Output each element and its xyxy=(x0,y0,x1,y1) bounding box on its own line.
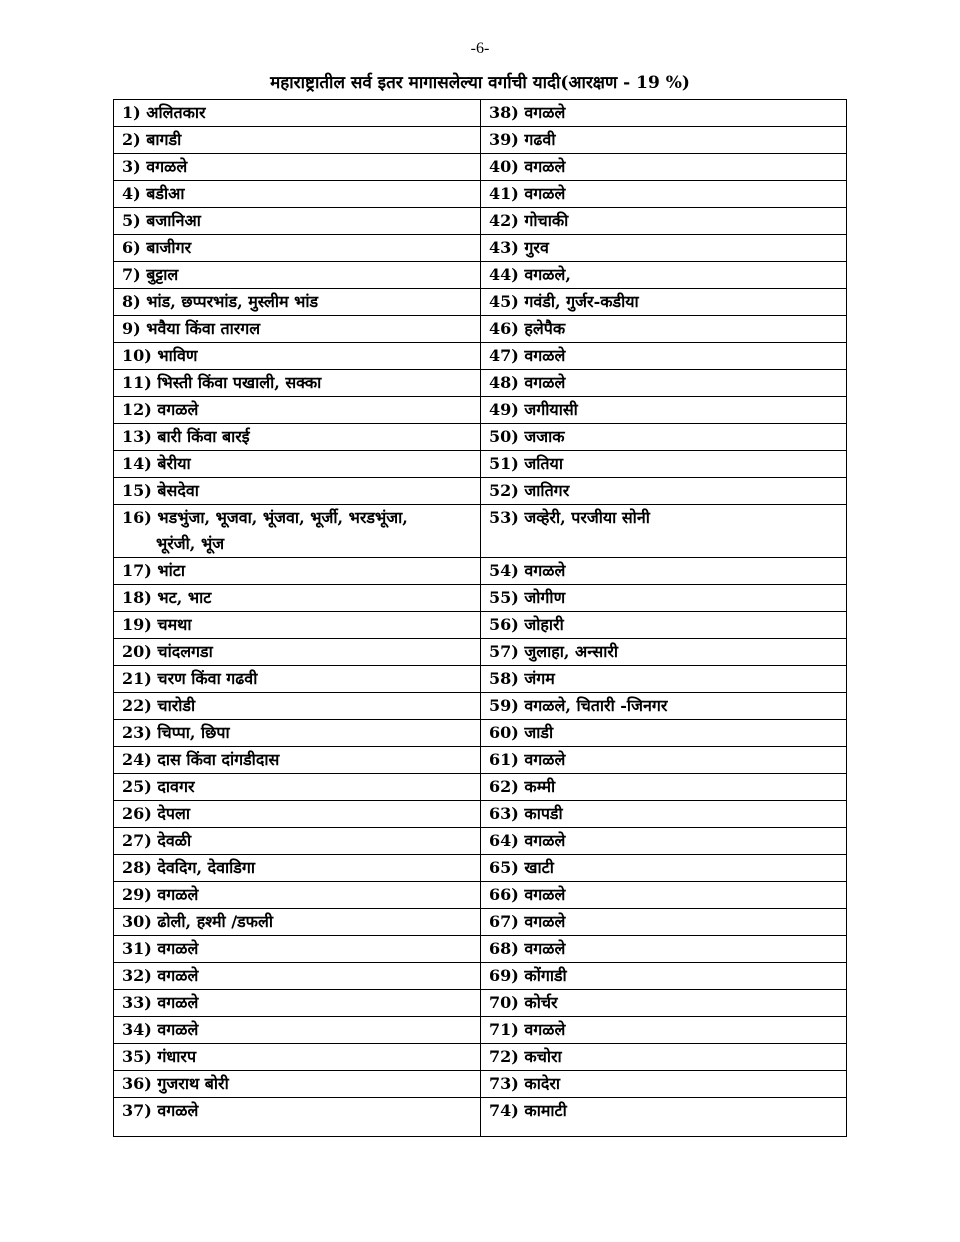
list-item-right xyxy=(481,370,847,397)
list-item-left xyxy=(114,424,481,451)
list-item-right xyxy=(481,181,847,208)
table-row xyxy=(114,990,847,1017)
list-item-text: 6) बाजीगर xyxy=(122,238,192,257)
list-item-right xyxy=(481,451,847,478)
list-item-text: 74) कामाटी xyxy=(489,1101,567,1120)
list-item-right xyxy=(481,235,847,262)
table-row xyxy=(114,397,847,424)
list-item-text: 1) अलितकार xyxy=(122,103,206,122)
list-item-text: 38) वगळले xyxy=(489,103,566,122)
list-item-text: 64) वगळले xyxy=(489,831,566,850)
table-row xyxy=(114,693,847,720)
list-item-text: 42) गोचाकी xyxy=(489,211,569,230)
table-row xyxy=(114,855,847,882)
table-row xyxy=(114,370,847,397)
list-item-text: 13) बारी किंवा बारई xyxy=(122,427,250,446)
table-row xyxy=(114,1098,847,1137)
list-item-text: 21) चरण किंवा गढवी xyxy=(122,669,258,688)
list-item-text: 61) वगळले xyxy=(489,750,566,769)
list-item-right xyxy=(481,990,847,1017)
list-item-text: 23) चिप्पा, छिपा xyxy=(122,723,230,742)
list-item-text: 19) चमथा xyxy=(122,615,192,634)
list-item-right xyxy=(481,424,847,451)
list-item-text: 67) वगळले xyxy=(489,912,566,931)
list-item-right xyxy=(481,774,847,801)
list-item-left xyxy=(114,343,481,370)
list-item-right xyxy=(481,154,847,181)
table-row xyxy=(114,828,847,855)
list-item-left xyxy=(114,666,481,693)
list-item-right xyxy=(481,100,847,127)
table-row xyxy=(114,774,847,801)
list-item-right xyxy=(481,1017,847,1044)
list-item-left xyxy=(114,262,481,289)
list-item-text: 20) चांदलगडा xyxy=(122,642,213,661)
list-item-text: 58) जंगम xyxy=(489,669,555,688)
list-item-text: 71) वगळले xyxy=(489,1020,566,1039)
table-row xyxy=(114,451,847,478)
list-item-right xyxy=(481,127,847,154)
list-item-right xyxy=(481,936,847,963)
list-item-text: 51) जतिया xyxy=(489,454,563,473)
list-item-right xyxy=(481,397,847,424)
table-row xyxy=(114,208,847,235)
table-row xyxy=(114,1017,847,1044)
list-item-left xyxy=(114,235,481,262)
table-row xyxy=(114,127,847,154)
list-item-text: 24) दास किंवा दांगडीदास xyxy=(122,750,280,769)
list-item-right xyxy=(481,747,847,774)
list-item-text: 15) बेसदेवा xyxy=(122,481,199,500)
list-item-text: 72) कचोरा xyxy=(489,1047,562,1066)
list-item-left xyxy=(114,100,481,127)
list-item-continuation: भूरंजी, भूंज xyxy=(156,534,225,553)
table-row xyxy=(114,424,847,451)
list-item-text: 69) कोंगाडी xyxy=(489,966,567,985)
list-item-left xyxy=(114,747,481,774)
list-item-text: 54) वगळले xyxy=(489,561,566,580)
table-row xyxy=(114,316,847,343)
list-item-right xyxy=(481,1071,847,1098)
list-item-left xyxy=(114,127,481,154)
list-item-right xyxy=(481,558,847,585)
list-item-right xyxy=(481,801,847,828)
list-item-right xyxy=(481,693,847,720)
list-item-text: 63) कापडी xyxy=(489,804,563,823)
list-item-left xyxy=(114,774,481,801)
list-item-text: 7) बुट्टाल xyxy=(122,265,179,284)
list-item-left xyxy=(114,505,481,558)
list-item-right xyxy=(481,262,847,289)
list-item-left xyxy=(114,289,481,316)
list-item-text: 3) वगळले xyxy=(122,157,188,176)
list-item-left xyxy=(114,612,481,639)
table-row xyxy=(114,289,847,316)
list-item-text: 26) देपला xyxy=(122,804,190,823)
list-item-left xyxy=(114,370,481,397)
list-item-text: 40) वगळले xyxy=(489,157,566,176)
list-item-text: 29) वगळले xyxy=(122,885,199,904)
list-item-text: 30) ढोली, हश्मी /डफली xyxy=(122,912,274,931)
list-item-text: 11) भिस्ती किंवा पखाली, सक्का xyxy=(122,373,322,392)
list-item-left xyxy=(114,451,481,478)
list-item-right xyxy=(481,208,847,235)
list-item-left xyxy=(114,801,481,828)
list-item-left xyxy=(114,828,481,855)
list-item-text: 9) भवैया किंवा तारगल xyxy=(122,319,261,338)
table-row xyxy=(114,505,847,558)
list-item-text: 35) गंधारप xyxy=(122,1047,197,1066)
list-item-text: 34) वगळले xyxy=(122,1020,199,1039)
list-item-text: 66) वगळले xyxy=(489,885,566,904)
list-item-right xyxy=(481,505,847,558)
list-item-text: 59) वगळले, चितारी -जिनगर xyxy=(489,696,668,715)
table-row xyxy=(114,612,847,639)
table-row xyxy=(114,882,847,909)
list-item-left xyxy=(114,855,481,882)
list-item-left xyxy=(114,909,481,936)
list-item-right xyxy=(481,612,847,639)
list-item-text: 18) भट, भाट xyxy=(122,588,212,607)
list-item-text: 2) बागडी xyxy=(122,130,182,149)
caste-list-body xyxy=(114,100,847,1137)
document-title: महाराष्ट्रातील सर्व इतर मागासलेल्या वर्गाची यादी(आरक्षण - 19 %) xyxy=(270,73,690,93)
list-item-text: 17) भांटा xyxy=(122,561,186,580)
list-item-left xyxy=(114,316,481,343)
list-item-text: 62) कम्मी xyxy=(489,777,556,796)
list-item-text: 14) बेरीया xyxy=(122,454,191,473)
table-row xyxy=(114,1044,847,1071)
list-item-left xyxy=(114,478,481,505)
list-item-left xyxy=(114,990,481,1017)
list-item-text: 70) कोर्चर xyxy=(489,993,558,1012)
list-item-right xyxy=(481,882,847,909)
table-row xyxy=(114,343,847,370)
page-number: -6- xyxy=(470,40,490,57)
list-item-left xyxy=(114,1017,481,1044)
list-item-right xyxy=(481,855,847,882)
table-row xyxy=(114,801,847,828)
list-item-left xyxy=(114,936,481,963)
list-item-right xyxy=(481,478,847,505)
list-item-right xyxy=(481,289,847,316)
list-item-text: 25) दावगर xyxy=(122,777,195,796)
list-item-text: 12) वगळले xyxy=(122,400,199,419)
list-item-text: 22) चारोडी xyxy=(122,696,196,715)
table-row xyxy=(114,639,847,666)
list-item-text: 68) वगळले xyxy=(489,939,566,958)
list-item-text: 33) वगळले xyxy=(122,993,199,1012)
list-item-text: 16) भडभुंजा, भूजवा, भूंजवा, भूर्जी, भरडभूंजा, xyxy=(122,508,408,527)
list-item-right xyxy=(481,1098,847,1137)
table-row xyxy=(114,936,847,963)
list-item-text: 46) हलेपैक xyxy=(489,319,566,338)
list-item-text: 55) जोगीण xyxy=(489,588,566,607)
list-item-left xyxy=(114,1098,481,1137)
list-item-text: 37) वगळले xyxy=(122,1101,199,1120)
list-item-text: 41) वगळले xyxy=(489,184,566,203)
list-item-text: 10) भाविण xyxy=(122,346,198,365)
list-item-left xyxy=(114,585,481,612)
list-item-text: 53) जव्हेरी, परजीया सोनी xyxy=(489,508,650,527)
list-item-text: 27) देवळी xyxy=(122,831,192,850)
list-item-text: 5) बजानिआ xyxy=(122,211,201,230)
caste-list-table xyxy=(113,99,847,1137)
list-item-text: 50) जजाक xyxy=(489,427,565,446)
list-item-text: 8) भांड, छप्परभांड, मुस्लीम भांड xyxy=(122,292,319,311)
list-item-left xyxy=(114,720,481,747)
list-item-text: 39) गढवी xyxy=(489,130,556,149)
list-item-text: 57) जुलाहा, अन्सारी xyxy=(489,642,619,661)
list-item-left xyxy=(114,1071,481,1098)
list-item-text: 4) बडीआ xyxy=(122,184,185,203)
table-row xyxy=(114,585,847,612)
list-item-right xyxy=(481,585,847,612)
list-item-text: 60) जाडी xyxy=(489,723,554,742)
list-item-text: 36) गुजराथ बोरी xyxy=(122,1074,229,1093)
list-item-text: 49) जगीयासी xyxy=(489,400,578,419)
list-item-left xyxy=(114,693,481,720)
table-row xyxy=(114,963,847,990)
list-item-left xyxy=(114,963,481,990)
list-item-right xyxy=(481,666,847,693)
table-row xyxy=(114,720,847,747)
list-item-text: 28) देवदिग, देवाडिगा xyxy=(122,858,255,877)
list-item-left xyxy=(114,639,481,666)
list-item-right xyxy=(481,828,847,855)
table-row xyxy=(114,235,847,262)
table-row xyxy=(114,747,847,774)
list-item-text: 73) कादेरा xyxy=(489,1074,561,1093)
list-item-left xyxy=(114,397,481,424)
list-item-text: 47) वगळले xyxy=(489,346,566,365)
list-item-right xyxy=(481,1044,847,1071)
list-item-text: 43) गुरव xyxy=(489,238,549,257)
list-item-left xyxy=(114,181,481,208)
list-item-left xyxy=(114,154,481,181)
list-item-left xyxy=(114,208,481,235)
list-item-text: 31) वगळले xyxy=(122,939,199,958)
table-row xyxy=(114,478,847,505)
list-item-left xyxy=(114,1044,481,1071)
table-row xyxy=(114,181,847,208)
table-row xyxy=(114,558,847,585)
list-item-text: 32) वगळले xyxy=(122,966,199,985)
list-item-right xyxy=(481,720,847,747)
list-item-right xyxy=(481,909,847,936)
table-row xyxy=(114,262,847,289)
table-row xyxy=(114,1071,847,1098)
list-item-text: 44) वगळले, xyxy=(489,265,571,284)
list-item-right xyxy=(481,343,847,370)
list-item-left xyxy=(114,882,481,909)
list-item-right xyxy=(481,639,847,666)
table-row xyxy=(114,909,847,936)
table-row xyxy=(114,100,847,127)
list-item-text: 56) जोहारी xyxy=(489,615,564,634)
table-row xyxy=(114,666,847,693)
list-item-text: 52) जातिगर xyxy=(489,481,570,500)
list-item-right xyxy=(481,316,847,343)
table-row xyxy=(114,154,847,181)
list-item-text: 65) खाटी xyxy=(489,858,554,877)
list-item-text: 45) गवंडी, गुर्जर-कडीया xyxy=(489,292,639,311)
list-item-text: 48) वगळले xyxy=(489,373,566,392)
list-item-left xyxy=(114,558,481,585)
list-item-right xyxy=(481,963,847,990)
